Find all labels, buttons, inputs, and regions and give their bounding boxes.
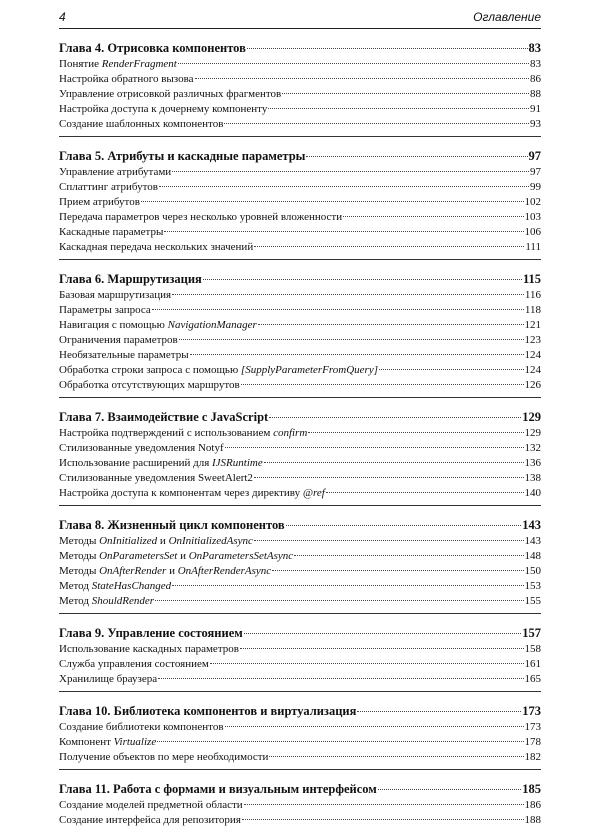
- toc-entry[interactable]: [59, 333, 541, 348]
- entry-text: Настройка доступа к компонентам через директиву: [59, 487, 303, 499]
- entry-code: confirm: [273, 427, 308, 439]
- entry-code: Virtualize: [113, 736, 157, 748]
- toc-entry[interactable]: [59, 210, 541, 225]
- dot-leader: [225, 446, 524, 448]
- toc-entry-label: [59, 441, 224, 456]
- toc-entry-label: [59, 642, 239, 657]
- chapter-heading[interactable]: [59, 148, 541, 165]
- entry-page-number: 182: [524, 751, 541, 763]
- toc-entry[interactable]: [59, 378, 541, 393]
- toc-entry-label: [59, 165, 171, 180]
- dot-leader: [178, 62, 529, 64]
- entry-page-number: 124: [524, 349, 541, 361]
- toc-entry-label: [59, 363, 378, 378]
- toc-entry-label: [59, 240, 253, 255]
- chapter-block: [59, 781, 541, 828]
- toc-entry-label: [59, 657, 209, 672]
- entry-code: NavigationManager: [167, 319, 257, 331]
- entry-text: Обработка отсутствующих маршрутов: [59, 379, 240, 391]
- chapter-divider: [59, 136, 541, 137]
- entry-text: и: [157, 535, 169, 547]
- entry-text: Необязательные параметры: [59, 349, 189, 361]
- toc-entry[interactable]: [59, 225, 541, 240]
- dot-leader: [155, 599, 523, 601]
- chapter-page-number: 129: [522, 410, 541, 424]
- entry-text: Обработка строки запроса с помощью: [59, 364, 241, 376]
- entry-text: Управление атрибутами: [59, 166, 172, 178]
- entry-page-number: 143: [524, 535, 541, 547]
- toc-entry[interactable]: [59, 564, 541, 579]
- dot-leader: [326, 491, 524, 493]
- entry-code: IJSRuntime: [212, 457, 263, 469]
- chapter-title: Глава 9. Управление состоянием: [59, 626, 243, 640]
- entry-page-number: 83: [530, 58, 541, 70]
- toc-entry-label: [59, 813, 241, 828]
- entry-text: Сплаттинг атрибутов: [59, 181, 158, 193]
- toc-entry[interactable]: [59, 720, 541, 735]
- dot-leader: [241, 383, 524, 385]
- toc-entry[interactable]: [59, 813, 541, 828]
- toc-entry-label: [59, 333, 178, 348]
- entry-text: Параметры запроса: [59, 304, 151, 316]
- entry-page-number: 103: [524, 211, 541, 223]
- toc-entry[interactable]: [59, 672, 541, 687]
- entry-page-number: 97: [530, 166, 541, 178]
- dot-leader: [141, 200, 524, 202]
- entry-page-number: 138: [524, 472, 541, 484]
- chapter-heading[interactable]: [59, 271, 541, 288]
- entry-code: StateHasChanged: [91, 580, 172, 592]
- chapter-page-number: 115: [522, 272, 541, 286]
- dot-leader: [172, 293, 524, 295]
- toc-entry[interactable]: [59, 102, 541, 117]
- chapter-block: [59, 40, 541, 137]
- toc-entry-label: [59, 117, 223, 132]
- entry-page-number: 102: [524, 196, 541, 208]
- chapter-block: [59, 271, 541, 398]
- entry-text: Стилизованные уведомления SweetAlert2: [59, 472, 253, 484]
- toc-entry[interactable]: [59, 534, 541, 549]
- entry-page-number: 150: [524, 565, 541, 577]
- toc-entry-label: [59, 210, 342, 225]
- toc-entry[interactable]: [59, 594, 541, 609]
- dot-leader: [164, 230, 523, 232]
- chapter-page-number: 185: [522, 782, 541, 796]
- toc-entry[interactable]: [59, 426, 541, 441]
- toc-entry[interactable]: [59, 117, 541, 132]
- dot-leader: [286, 524, 522, 526]
- entry-code: OnInitialized: [99, 535, 158, 547]
- entry-text: Базовая маршрутизация: [59, 289, 172, 301]
- chapter-title: Глава 5. Атрибуты и каскадные параметры: [59, 149, 306, 163]
- toc-entry[interactable]: [59, 165, 541, 180]
- toc-entry-label: [59, 318, 257, 333]
- toc-entry-label: [59, 534, 253, 549]
- entry-page-number: 91: [530, 103, 541, 115]
- chapter-title: Глава 6. Маршрутизация: [59, 272, 202, 286]
- entry-code: @ref: [302, 487, 325, 499]
- entry-text: Навигация с помощью: [59, 319, 168, 331]
- chapter-heading[interactable]: [59, 781, 541, 798]
- chapter-block: [59, 703, 541, 770]
- entry-code: [SupplyParameterFromQuery]: [240, 364, 378, 376]
- chapter-page-number: 157: [522, 626, 541, 640]
- dot-leader: [244, 803, 524, 805]
- chapter-divider: [59, 397, 541, 398]
- entry-page-number: 173: [524, 721, 541, 733]
- dot-leader: [269, 416, 521, 418]
- dot-leader: [224, 122, 529, 124]
- entry-page-number: 106: [524, 226, 541, 238]
- entry-page-number: 118: [524, 304, 541, 316]
- entry-text: Методы: [59, 535, 100, 547]
- entry-page-number: 126: [524, 379, 541, 391]
- dot-leader: [272, 569, 523, 571]
- entry-text: Метод: [59, 595, 92, 607]
- toc-entry-label: [59, 225, 163, 240]
- toc-entry[interactable]: [59, 195, 541, 210]
- toc-entry[interactable]: [59, 657, 541, 672]
- chapter-page-number: 97: [528, 149, 541, 163]
- entry-code: OnInitializedAsync: [168, 535, 253, 547]
- entry-text: Настройка обратного вызова: [59, 73, 194, 85]
- entry-page-number: 188: [524, 814, 541, 826]
- toc-entry[interactable]: [59, 456, 541, 471]
- entry-text: Методы: [59, 550, 100, 562]
- dot-leader: [159, 185, 529, 187]
- entry-text: Понятие: [59, 58, 102, 70]
- toc-entry[interactable]: [59, 72, 541, 87]
- dot-leader: [179, 338, 524, 340]
- chapter-title: Глава 4. Отрисовка компонентов: [59, 41, 246, 55]
- dot-leader: [264, 461, 524, 463]
- entry-text: Создание моделей предметной области: [59, 799, 243, 811]
- chapter-divider: [59, 769, 541, 770]
- dot-leader: [254, 245, 524, 247]
- entry-text: Настройка доступа к дочернему компоненту: [59, 103, 268, 115]
- entry-text: Использование расширений для: [59, 457, 213, 469]
- entry-text: Получение объектов по мере необходимости: [59, 751, 269, 763]
- entry-page-number: 165: [524, 673, 541, 685]
- toc-entry-label: [59, 378, 240, 393]
- toc-entry[interactable]: [59, 303, 541, 318]
- toc-entry-label: [59, 594, 154, 609]
- table-of-contents: [59, 40, 541, 839]
- toc-entry[interactable]: [59, 180, 541, 195]
- chapter-page-number: 173: [522, 704, 541, 718]
- toc-entry[interactable]: [59, 750, 541, 765]
- entry-text: Передача параметров через несколько уровней вложенности: [59, 211, 343, 223]
- chapter-block: [59, 409, 541, 506]
- toc-entry[interactable]: [59, 363, 541, 378]
- entry-page-number: 140: [524, 487, 541, 499]
- toc-entry-label: [59, 672, 157, 687]
- toc-entry-label: [59, 735, 156, 750]
- toc-entry[interactable]: [59, 348, 541, 363]
- toc-entry[interactable]: [59, 87, 541, 102]
- toc-entry[interactable]: [59, 240, 541, 255]
- dot-leader: [210, 662, 524, 664]
- chapter-title: Глава 8. Жизненный цикл компонентов: [59, 518, 285, 532]
- toc-entry-label: [59, 750, 268, 765]
- chapter-heading[interactable]: [59, 517, 541, 534]
- entry-text: Управление отрисовкой различных фрагментов: [59, 88, 282, 100]
- dot-leader: [269, 755, 523, 757]
- entry-page-number: 155: [524, 595, 541, 607]
- dot-leader: [158, 677, 523, 679]
- entry-text: Метод: [59, 580, 92, 592]
- entry-page-number: 88: [530, 88, 541, 100]
- toc-entry-label: [59, 486, 325, 501]
- toc-entry[interactable]: [59, 798, 541, 813]
- entry-page-number: 99: [530, 181, 541, 193]
- entry-page-number: 148: [524, 550, 541, 562]
- chapter-title: Глава 11. Работа с формами и визуальным интерфейсом: [59, 782, 377, 796]
- chapter-block: [59, 625, 541, 692]
- dot-leader: [240, 647, 524, 649]
- toc-entry[interactable]: [59, 471, 541, 486]
- dot-leader: [242, 818, 524, 820]
- dot-leader: [254, 539, 524, 541]
- entry-page-number: 136: [524, 457, 541, 469]
- entry-text: и: [177, 550, 189, 562]
- entry-text: Компонент: [59, 736, 114, 748]
- chapter-divider: [59, 259, 541, 260]
- toc-entry[interactable]: [59, 318, 541, 333]
- entry-code: OnParametersSet: [99, 550, 178, 562]
- chapter-page-number: 83: [528, 41, 541, 55]
- toc-entry-label: [59, 456, 263, 471]
- toc-entry-label: [59, 195, 140, 210]
- toc-entry-label: [59, 579, 171, 594]
- entry-page-number: 178: [524, 736, 541, 748]
- dot-leader: [254, 476, 524, 478]
- entry-code: OnParametersSetAsync: [188, 550, 294, 562]
- toc-entry-label: [59, 102, 267, 117]
- chapter-block: [59, 517, 541, 614]
- toc-entry-label: [59, 348, 189, 363]
- dot-leader: [247, 47, 528, 49]
- page-header: [59, 6, 541, 29]
- entry-page-number: 158: [524, 643, 541, 655]
- entry-text: Каскадная передача нескольких значений: [59, 241, 254, 253]
- entry-page-number: 129: [524, 427, 541, 439]
- entry-page-number: 161: [524, 658, 541, 670]
- entry-code: OnAfterRender: [99, 565, 167, 577]
- entry-page-number: 121: [524, 319, 541, 331]
- entry-page-number: 86: [530, 73, 541, 85]
- chapter-block: [59, 148, 541, 260]
- entry-page-number: 186: [524, 799, 541, 811]
- toc-entry-label: [59, 798, 243, 813]
- dot-leader: [343, 215, 523, 217]
- dot-leader: [225, 725, 524, 727]
- chapter-heading[interactable]: [59, 409, 541, 426]
- toc-entry-label: [59, 564, 271, 579]
- entry-page-number: 93: [530, 118, 541, 130]
- toc-entry[interactable]: [59, 735, 541, 750]
- entry-code: ShouldRender: [91, 595, 155, 607]
- entry-text: Ограничения параметров: [59, 334, 178, 346]
- dot-leader: [152, 308, 524, 310]
- section-title: Оглавление: [473, 10, 541, 24]
- entry-page-number: 153: [524, 580, 541, 592]
- dot-leader: [190, 353, 524, 355]
- entry-text: Стилизованные уведомления Notyf: [59, 442, 224, 454]
- entry-page-number: 132: [524, 442, 541, 454]
- entry-page-number: 116: [524, 289, 541, 301]
- entry-text: Прием атрибутов: [59, 196, 140, 208]
- entry-text: Создание шаблонных компонентов: [59, 118, 224, 130]
- chapter-title: Глава 10. Библиотека компонентов и виртуализация: [59, 704, 357, 718]
- toc-entry[interactable]: [59, 549, 541, 564]
- toc-entry-label: [59, 720, 224, 735]
- toc-entry[interactable]: [59, 288, 541, 303]
- toc-entry-label: [59, 72, 194, 87]
- entry-text: Создание интерфейса для репозитория: [59, 814, 241, 826]
- toc-entry[interactable]: [59, 579, 541, 594]
- entry-code: OnAfterRenderAsync: [177, 565, 272, 577]
- entry-text: Хранилище браузера: [59, 673, 158, 685]
- dot-leader: [195, 77, 529, 79]
- entry-text: Служба управления состоянием: [59, 658, 209, 670]
- dot-leader: [378, 788, 521, 790]
- toc-entry[interactable]: [59, 57, 541, 72]
- entry-page-number: 124: [524, 364, 541, 376]
- chapter-heading[interactable]: [59, 703, 541, 720]
- dot-leader: [308, 431, 523, 433]
- toc-entry[interactable]: [59, 441, 541, 456]
- dot-leader: [172, 584, 523, 586]
- toc-entry-label: [59, 87, 281, 102]
- toc-entry[interactable]: [59, 642, 541, 657]
- toc-entry-label: [59, 303, 151, 318]
- chapter-heading[interactable]: [59, 625, 541, 642]
- entry-page-number: 123: [524, 334, 541, 346]
- toc-entry-label: [59, 426, 307, 441]
- toc-entry-label: [59, 288, 171, 303]
- chapter-divider: [59, 613, 541, 614]
- page-number: 4: [59, 10, 66, 24]
- dot-leader: [294, 554, 523, 556]
- chapter-heading[interactable]: [59, 40, 541, 57]
- dot-leader: [306, 155, 527, 157]
- chapter-divider: [59, 691, 541, 692]
- toc-entry[interactable]: [59, 486, 541, 501]
- dot-leader: [157, 740, 523, 742]
- dot-leader: [268, 107, 529, 109]
- dot-leader: [282, 92, 529, 94]
- dot-leader: [357, 710, 521, 712]
- toc-entry-label: [59, 471, 253, 486]
- dot-leader: [258, 323, 524, 325]
- dot-leader: [379, 368, 524, 370]
- entry-text: Использование каскадных параметров: [59, 643, 239, 655]
- dot-leader: [172, 170, 529, 172]
- dot-leader: [203, 278, 522, 280]
- dot-leader: [244, 632, 521, 634]
- toc-entry-label: [59, 180, 158, 195]
- entry-text: Создание библиотеки компонентов: [59, 721, 224, 733]
- entry-code: RenderFragment: [101, 58, 177, 70]
- entry-text: Настройка подтверждений с использованием: [59, 427, 274, 439]
- entry-text: Методы: [59, 565, 100, 577]
- chapter-page-number: 143: [522, 518, 541, 532]
- chapter-title: Глава 7. Взаимодействие с JavaScript: [59, 410, 269, 424]
- toc-entry-label: [59, 57, 177, 72]
- chapter-divider: [59, 505, 541, 506]
- toc-entry-label: [59, 549, 293, 564]
- entry-text: и: [166, 565, 178, 577]
- entry-text: Каскадные параметры: [59, 226, 164, 238]
- entry-page-number: 111: [525, 241, 541, 253]
